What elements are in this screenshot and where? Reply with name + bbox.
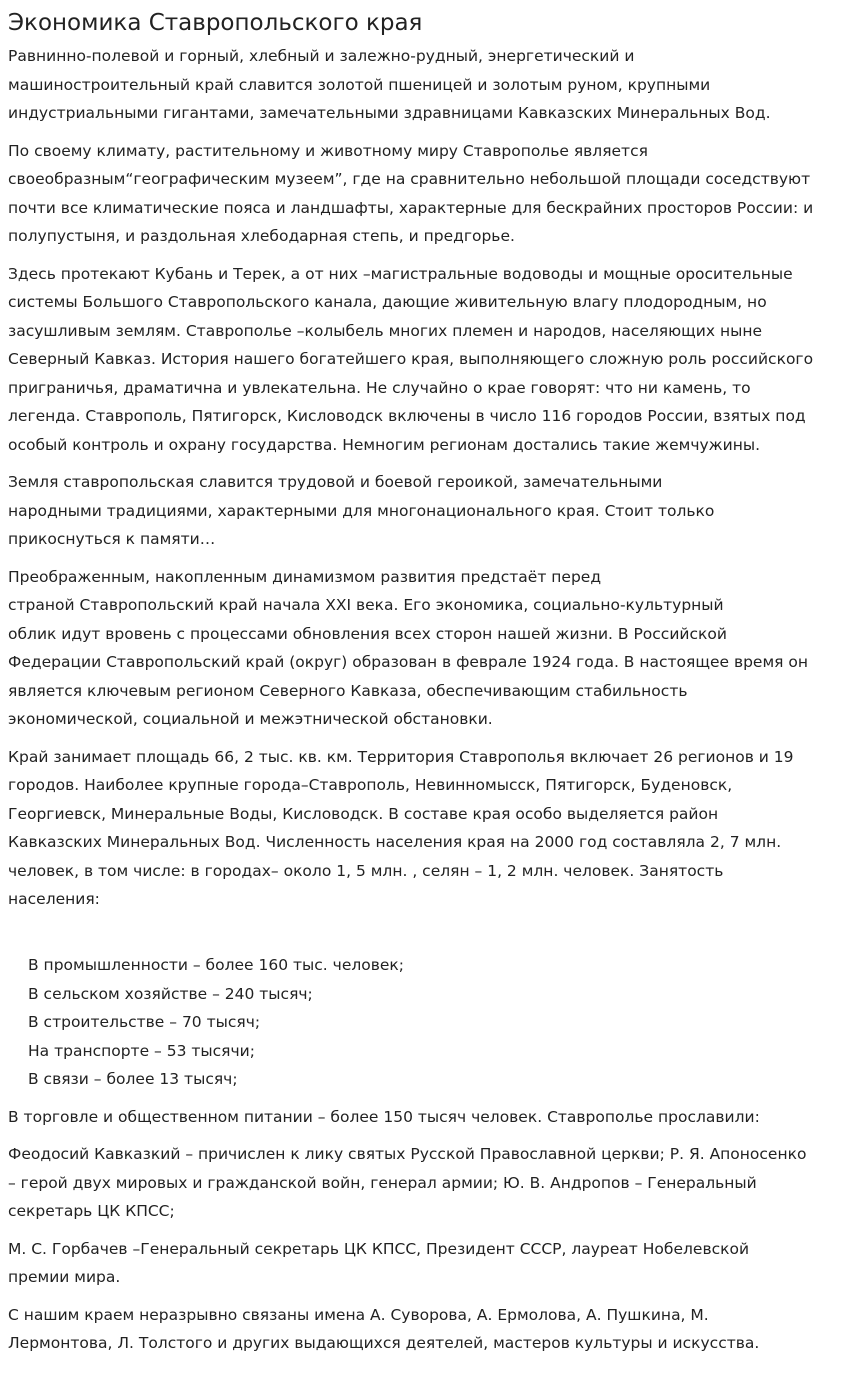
text-line: Северный Кавказ. История нашего богатейшего края, выполняющего сложную роль российского xyxy=(8,350,814,368)
text-line: Феодосий Кавказкий – причислен к лику святых Русской Православной церкви; Р. Я. Апоносенко xyxy=(8,1145,807,1163)
text-line: легенда. Ставрополь, Пятигорск, Кисловодск включены в число 116 городов России, взятых под xyxy=(8,407,806,425)
text-line: является ключевым регионом Северного Кавказа, обеспечивающим стабильность xyxy=(8,681,688,700)
text-line: страной Ставропольский край начала XXI века. Его экономика, социально-культурный xyxy=(8,596,724,614)
text-line: Край занимает площадь 66, 2 тыс. кв. км. Территория Ставрополья включает 26 регионов и 19 xyxy=(8,747,794,766)
list-item: В строительстве – 70 тысяч; xyxy=(28,1013,261,1031)
paragraph-1 xyxy=(8,42,839,128)
list-item: В связи – более 13 тысяч; xyxy=(28,1070,238,1088)
paragraph-2 xyxy=(8,137,839,251)
text-line: почти все климатические пояса и ландшафты, характерные для бескрайних просторов России: и xyxy=(8,198,814,217)
text-line: засушливым землям. Ставрополье –колыбель многих племен и народов, населяющих ныне xyxy=(8,321,762,340)
text-line: населения: xyxy=(8,890,100,908)
text-line: С нашим краем неразрывно связаны имена А. Суворова, А. Ермолова, А. Пушкина, М. xyxy=(8,1305,709,1324)
text-line: системы Большого Ставропольского канала, дающие живительную влагу плодородным, но xyxy=(8,293,767,311)
blank-line xyxy=(8,914,839,943)
page-title: Экономика Ставропольского края xyxy=(8,10,423,36)
text-line: человек, в том числе: в городах– около 1, 5 млн. , селян – 1, 2 млн. человек. Занятость xyxy=(8,861,724,880)
text-line: приграничья, драматична и увлекательна. Не случайно о крае говорят: что ни камень, то xyxy=(8,378,751,397)
text-line: своеобразным“географическим музеем”, где на сравнительно небольшой площади соседствуют xyxy=(8,170,811,188)
text-line: Кавказских Минеральных Вод. Численность населения края на 2000 год составляла 2, 7 млн. xyxy=(8,833,782,851)
list-item: В сельском хозяйстве – 240 тысяч; xyxy=(28,984,313,1003)
text-line: городов. Наиболее крупные города–Ставрополь, Невинномысск, Пятигорск, Буденовск, xyxy=(8,776,733,794)
list-item: На транспорте – 53 тысячи; xyxy=(28,1041,255,1060)
text-line: М. С. Горбачев –Генеральный секретарь ЦК КПСС, Президент СССР, лауреат Нобелевской xyxy=(8,1239,750,1258)
paragraph-9 xyxy=(8,1235,839,1292)
paragraph-10 xyxy=(8,1301,839,1358)
text-line: индустриальными гигантами, замечательными здравницами Кавказских Минеральных Вод. xyxy=(8,104,771,122)
paragraph-8 xyxy=(8,1140,839,1226)
text-line: Георгиевск, Минеральные Воды, Кисловодск. В составе края особо выделяется район xyxy=(8,804,719,823)
text-line: секретарь ЦК КПСС; xyxy=(8,1202,175,1220)
text-line: – герой двух мировых и гражданской войн, генерал армии; Ю. В. Андропов – Генеральный xyxy=(8,1173,757,1192)
paragraph-6 xyxy=(8,743,839,943)
text-line: Равнинно-полевой и горный, хлебный и залежно-рудный, энергетический и xyxy=(8,47,635,65)
text-line: В торговле и общественном питании – более 150 тысяч человек. Ставрополье прославили: xyxy=(8,1107,760,1126)
text-line: Земля ставропольская славится трудовой и боевой героикой, замечательными xyxy=(8,473,663,491)
text-line: Здесь протекают Кубань и Терек, а от них –магистральные водоводы и мощные оросительные xyxy=(8,264,793,283)
text-line: машиностроительный край славится золотой пшеницей и золотым руном, крупными xyxy=(8,75,711,94)
text-line: Преображенным, накопленным динамизмом развития предстаёт перед xyxy=(8,567,602,586)
paragraph-5 xyxy=(8,563,839,734)
text-line: Федерации Ставропольский край (округ) образован в феврале 1924 года. В настоящее время он xyxy=(8,653,809,671)
text-line: премии мира. xyxy=(8,1268,121,1286)
text-line: облик идут вровень с процессами обновления всех сторон нашей жизни. В Российской xyxy=(8,624,727,643)
paragraph-4 xyxy=(8,468,839,554)
paragraph-7 xyxy=(8,1103,839,1132)
paragraph-3 xyxy=(8,260,839,460)
employment-list xyxy=(8,951,839,1094)
text-line: прикоснуться к памяти… xyxy=(8,530,216,548)
text-line: экономической, социальной и межэтнической обстановки. xyxy=(8,710,493,728)
text-line: полупустыня, и раздольная хлебодарная степь, и предгорье. xyxy=(8,227,515,245)
text-line: народными традициями, характерными для многонационального края. Стоит только xyxy=(8,501,715,520)
text-line: По своему климату, растительному и животному миру Ставрополье является xyxy=(8,141,648,160)
text-line: Лермонтова, Л. Толстого и других выдающихся деятелей, мастеров культуры и искусства. xyxy=(8,1334,760,1352)
text-line: особый контроль и охрану государства. Немногим регионам достались такие жемчужины. xyxy=(8,435,760,454)
list-item: В промышленности – более 160 тыс. человек; xyxy=(28,956,404,974)
